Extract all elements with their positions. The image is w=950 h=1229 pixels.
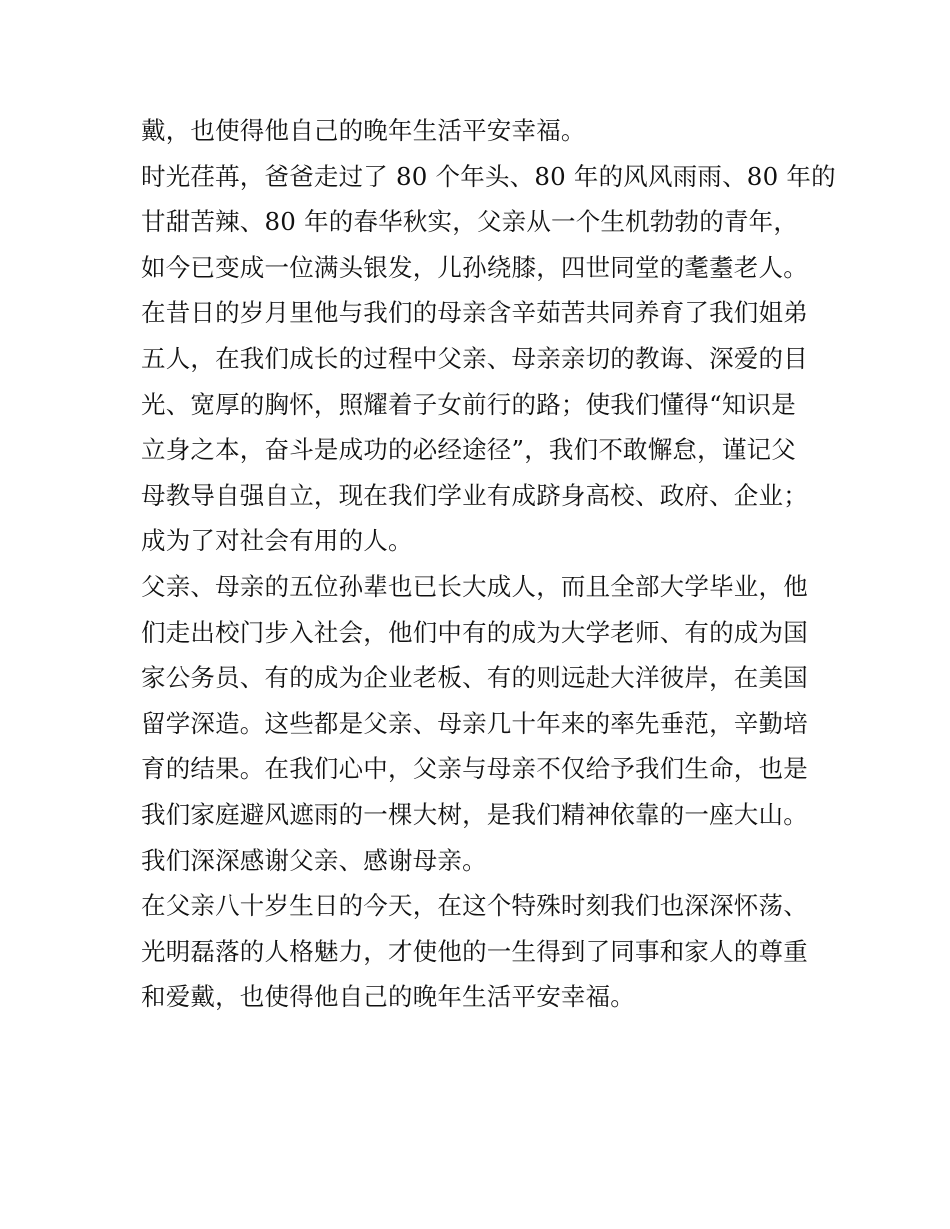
text-line: 戴，也使得他自己的晚年生活平安幸福。 (141, 116, 586, 145)
text-line: 成为了对社会有用的人。 (141, 526, 413, 556)
text-line: 光、宽厚的胸怀，照耀着子女前行的路；使我们懂得“知识是 (141, 389, 796, 419)
text-line: 育的结果。在我们心中，父亲与母亲不仅给予我们生命，也是 (141, 754, 808, 784)
text-line: 时光荏苒，爸爸走过了 80 个年头、80 年的风风雨雨、80 年的 (141, 161, 836, 191)
text-line: 立身之本，奋斗是成功的必经途径”，我们不敢懈怠，谨记父 (141, 435, 796, 465)
text-line: 留学深造。这些都是父亲、母亲几十年来的率先垂范，辛勤培 (141, 708, 808, 738)
text-line: 如今已变成一位满头银发，儿孙绕膝，四世同堂的耄耋老人。 (141, 252, 808, 282)
text-line: 和爱戴，也使得他自己的晚年生活平安幸福。 (141, 982, 635, 1012)
text-line: 在父亲八十岁生日的今天，在这个特殊时刻我们也深深怀荡、 (141, 891, 808, 921)
text-line: 光明磊落的人格魅力，才使他的一生得到了同事和家人的尊重 (141, 936, 808, 966)
text-line: 五人，在我们成长的过程中父亲、母亲亲切的教诲、深爱的目 (141, 343, 808, 373)
text-line: 家公务员、有的成为企业老板、有的则远赴大洋彼岸，在美国 (141, 663, 808, 693)
document-body (141, 108, 836, 1020)
text-line: 我们深深感谢父亲、感谢母亲。 (141, 845, 487, 875)
text-line: 们走出校门步入社会，他们中有的成为大学老师、有的成为国 (141, 617, 808, 647)
text-line: 甘甜苦辣、80 年的春华秋实，父亲从一个生机勃勃的青年， (141, 207, 799, 237)
text-line: 我们家庭避风遮雨的一棵大树，是我们精神依靠的一座大山。 (141, 799, 808, 829)
text-line: 在昔日的岁月里他与我们的母亲含辛茹苦共同养育了我们姐弟 (141, 298, 808, 328)
text-line: 母教导自强自立，现在我们学业有成跻身高校、政府、企业； (141, 480, 808, 510)
text-line: 父亲、母亲的五位孙辈也已长大成人，而且全部大学毕业，他 (141, 571, 808, 601)
